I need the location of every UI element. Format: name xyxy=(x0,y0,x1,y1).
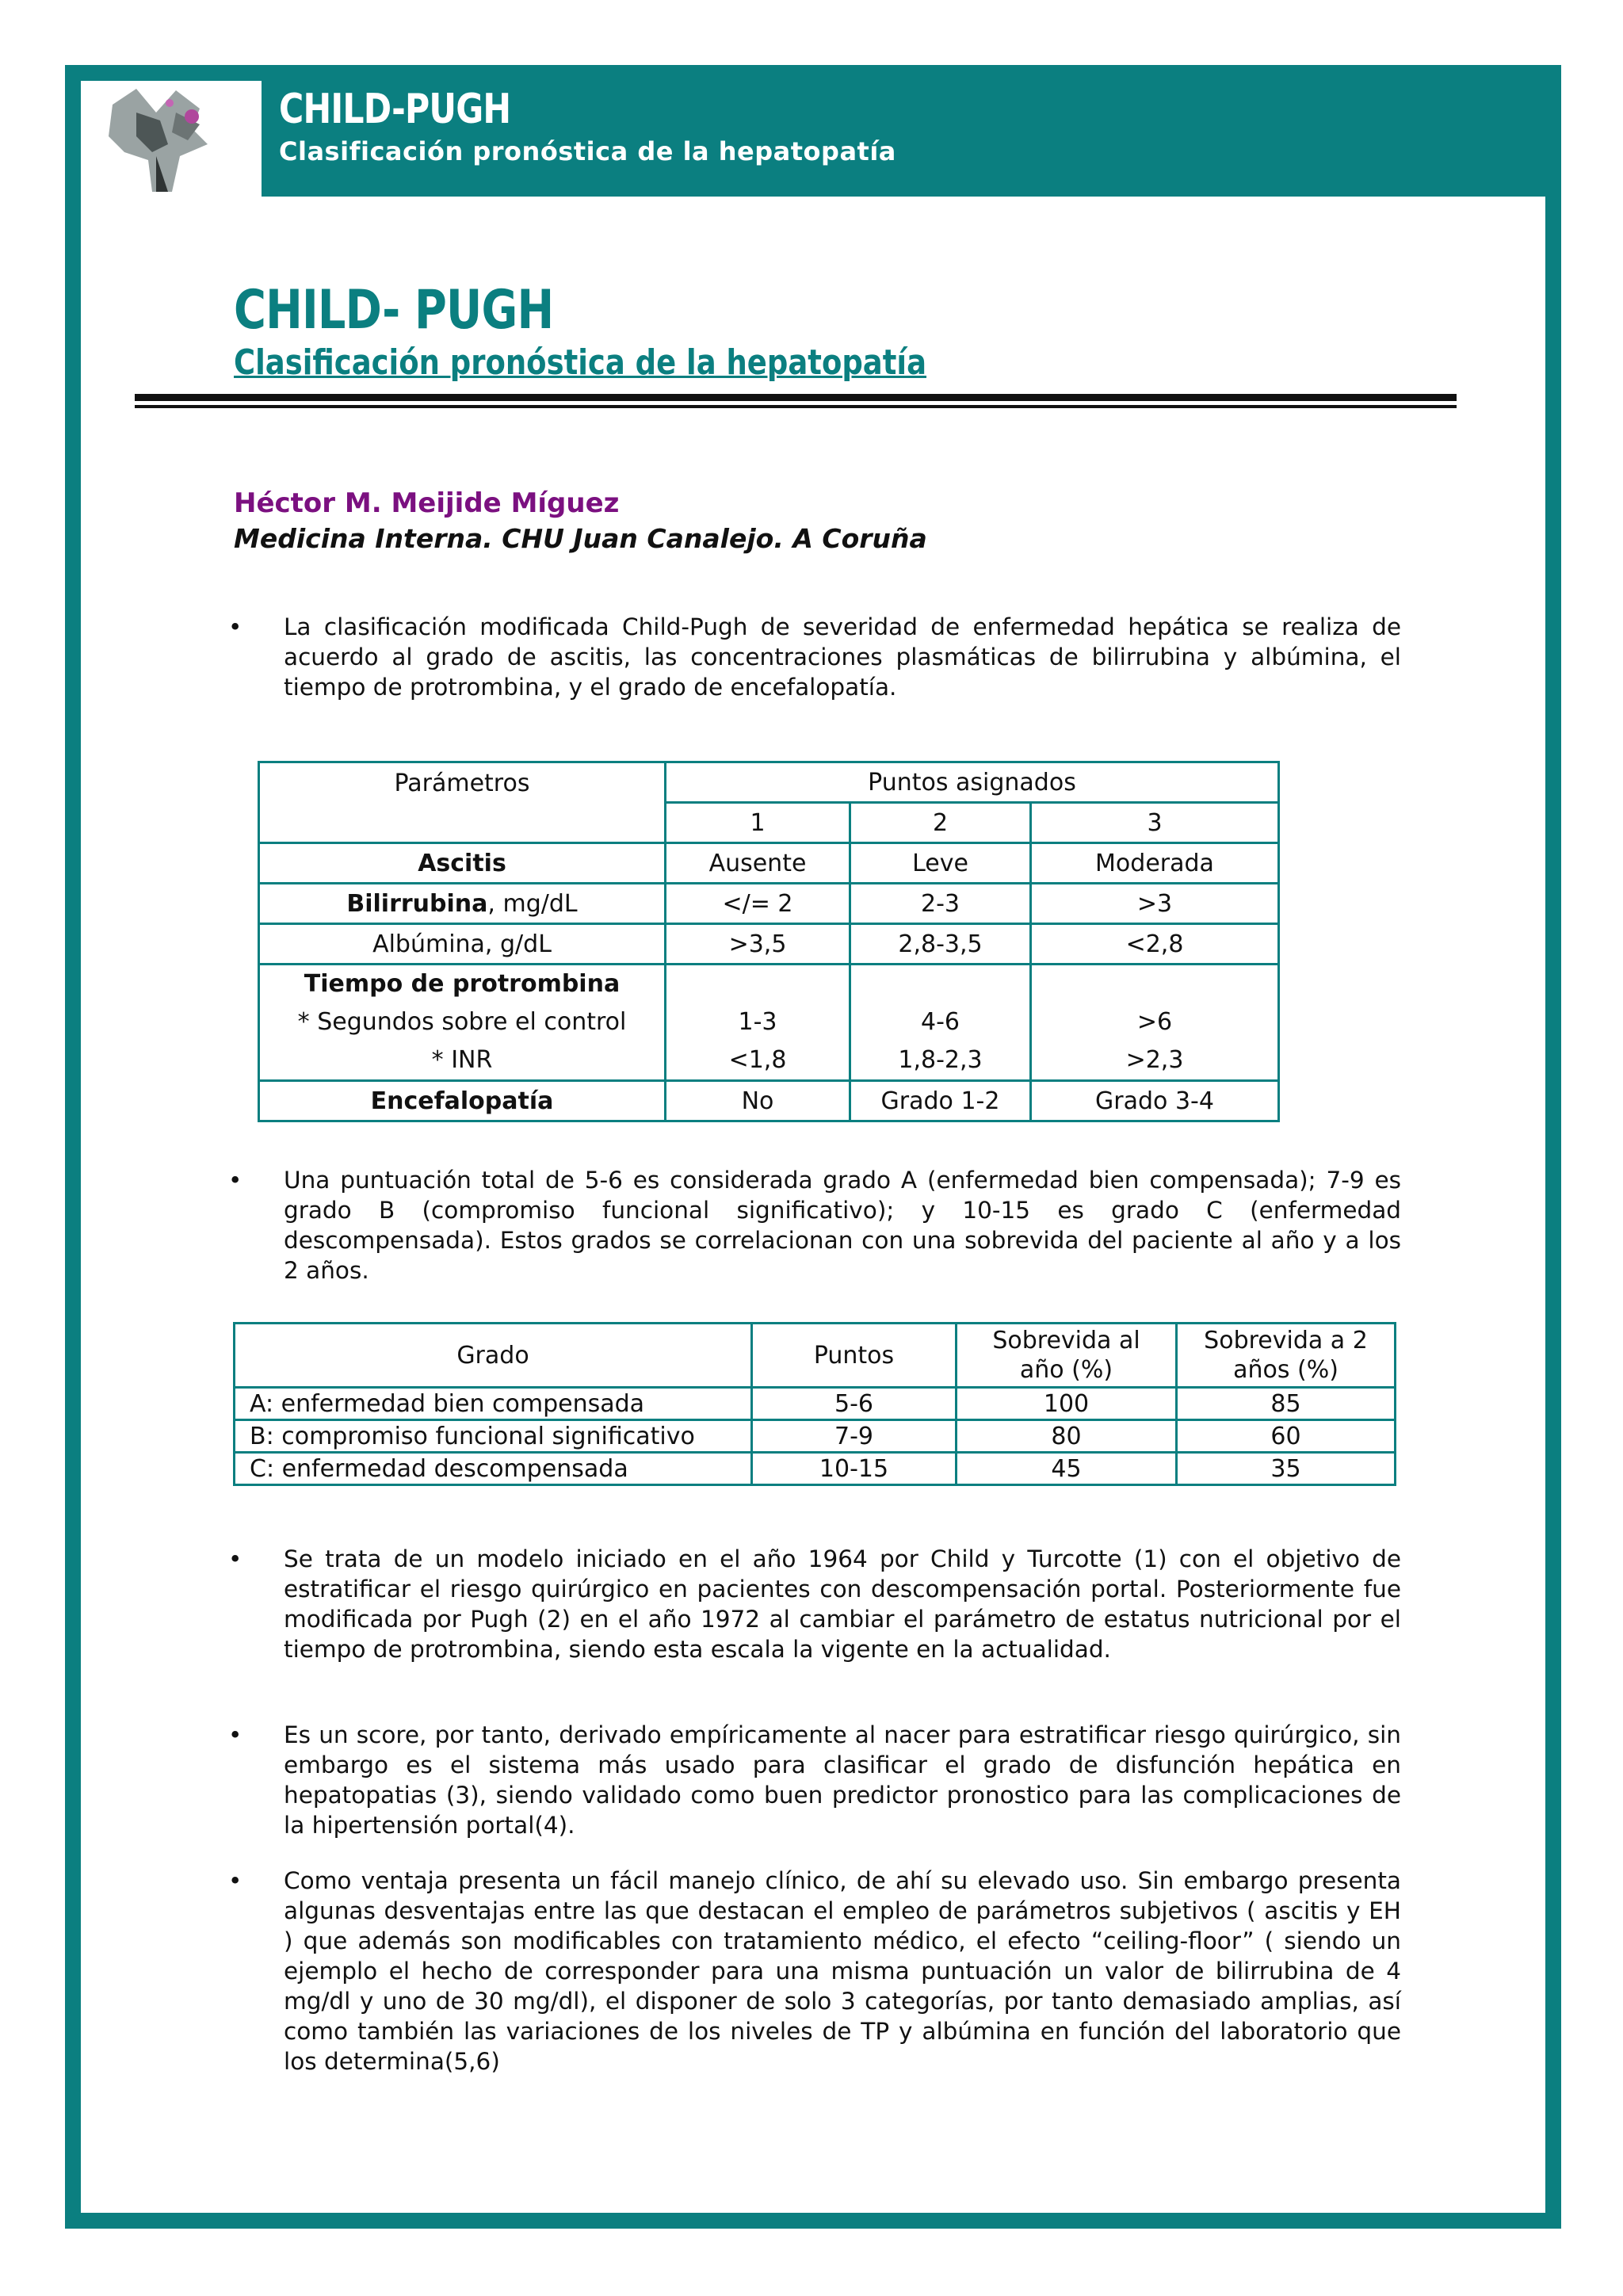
bullet-marker: • xyxy=(228,1867,242,1894)
paragraph-text: Se trata de un modelo iniciado en el año 1964 por Child y Turcotte (1) con el objetivo de estratificar el riesgo quirúrgico en pacientes con descompensación portal. Posteriormente fue modificada por Pugh (2) en el año 1972 al cambiar el parámetro de estatus nutricional por el tiempo de protrombina, siendo esta escala la vigente en la actualidad. xyxy=(284,1545,1401,1663)
paragraph-5 xyxy=(228,1866,1401,2076)
paragraph-text: Como ventaja presenta un fácil manejo clínico, de ahí su elevado uso. Sin embargo presenta algunas desventajas entre las que destacan el empleo de parámetros subjetivos ( ascitis y EH ) que además son modificables con tratamiento médico, el efecto “ceiling-floor” ( siendo un ejemplo el hecho de corresponder para una misma puntuación un valor de bilirrubina de 4 mg/dl y uno de 30 mg/dl), el disponer de solo 3 categorías, por tanto demasiado amplias, así como también las variaciones de los niveles de TP y albúmina en función del laboratorio que los determina(5,6) xyxy=(284,1867,1401,2075)
header-line: año (%) xyxy=(1019,1356,1113,1384)
cell-sobrevida-2: 35 xyxy=(1177,1453,1396,1485)
cell: Grado 3-4 xyxy=(1031,1081,1279,1121)
cell: 1,8-2,3 xyxy=(898,1046,983,1074)
cell: >3 xyxy=(1031,884,1279,924)
row-label: Encefalopatía xyxy=(259,1081,666,1121)
header-point-1: 1 xyxy=(666,803,850,843)
cell: </= 2 xyxy=(666,884,850,924)
header-point-3: 3 xyxy=(1031,803,1279,843)
cell: >3,5 xyxy=(666,924,850,965)
header-line: Sobrevida al xyxy=(992,1327,1140,1354)
cell-sobrevida-1: 100 xyxy=(957,1388,1177,1420)
table-row xyxy=(259,924,1279,965)
child-pugh-points-table xyxy=(258,761,1280,1122)
row-label-bold: Bilirrubina xyxy=(346,889,488,918)
table-row xyxy=(259,884,1279,924)
row-label xyxy=(259,884,666,924)
cell: >2,3 xyxy=(1125,1046,1184,1074)
row-label: Albúmina, g/dL xyxy=(259,924,666,965)
paragraph-text: La clasificación modificada Child-Pugh de severidad de enfermedad hepática se realiza de acuerdo al grado de ascitis, las concentraciones plasmáticas de bilirrubina y albúmina, el tiempo de protrombina, y el grado de encefalopatía. xyxy=(284,613,1401,701)
cell: 1-3 xyxy=(738,1008,777,1036)
author-name: Héctor M. Meijide Míguez xyxy=(234,487,620,519)
cell-puntos: 10-15 xyxy=(752,1453,957,1485)
row-label: Ascitis xyxy=(259,843,666,884)
cell: 4-6 xyxy=(921,1008,960,1036)
header-subtitle: Clasificación pronóstica de la hepatopatía xyxy=(279,136,896,166)
table-row xyxy=(235,1453,1396,1485)
title-rule-thick xyxy=(135,394,1457,401)
row-label-unit: , mg/dL xyxy=(487,889,578,918)
header-puntos-asignados: Puntos asignados xyxy=(666,762,1279,803)
row-label-group xyxy=(259,965,666,1081)
header-title: CHILD-PUGH xyxy=(279,86,511,133)
cell-group xyxy=(850,965,1031,1081)
cell: <1,8 xyxy=(728,1046,787,1074)
header-grado: Grado xyxy=(235,1324,752,1388)
table-row xyxy=(235,1388,1396,1420)
paragraph-1 xyxy=(228,612,1401,702)
bullet-marker: • xyxy=(228,1721,242,1748)
author-affiliation: Medicina Interna. CHU Juan Canalejo. A Coruña xyxy=(234,523,927,554)
row-sublabel: * Segundos sobre el control xyxy=(297,1008,627,1036)
paragraph-4 xyxy=(228,1720,1401,1840)
cell: Grado 1-2 xyxy=(850,1081,1031,1121)
header-sobrevida-2 xyxy=(1177,1324,1396,1388)
table-row xyxy=(235,1420,1396,1453)
grade-survival-table xyxy=(233,1322,1396,1486)
cell-group xyxy=(1031,965,1279,1081)
cell-sobrevida-1: 80 xyxy=(957,1420,1177,1453)
cell: Leve xyxy=(850,843,1031,884)
cell: 2-3 xyxy=(850,884,1031,924)
table-row xyxy=(259,965,1279,1081)
cell-grado: A: enfermedad bien compensada xyxy=(235,1388,752,1420)
header-puntos: Puntos xyxy=(752,1324,957,1388)
cell-sobrevida-2: 60 xyxy=(1177,1420,1396,1453)
table-row xyxy=(259,1081,1279,1121)
liver-illustration-icon xyxy=(81,81,262,197)
cell-sobrevida-1: 45 xyxy=(957,1453,1177,1485)
paragraph-2 xyxy=(228,1165,1401,1286)
cell-puntos: 5-6 xyxy=(752,1388,957,1420)
row-label: Tiempo de protrombina xyxy=(304,970,621,998)
header-point-2: 2 xyxy=(850,803,1031,843)
cell-grado: B: compromiso funcional significativo xyxy=(235,1420,752,1453)
paragraph-text: Una puntuación total de 5-6 es considerada grado A (enfermedad bien compensada); 7-9 es grado B (compromiso funcional significativo); y 10-15 es grado C (enfermedad descompensada). Estos grados se correlacionan con una sobrevida del paciente al año y a los 2 años. xyxy=(284,1167,1401,1284)
bullet-marker: • xyxy=(228,1167,242,1194)
table-row xyxy=(259,843,1279,884)
cell-grado: C: enfermedad descompensada xyxy=(235,1453,752,1485)
paragraph-text: Es un score, por tanto, derivado empíricamente al nacer para estratificar riesgo quirúrgico, sin embargo es el sistema más usado para clasificar el grado de disfunción hepática en hepatopatias (3), siendo validado como buen predictor pronostico para las complicaciones de la hipertensión portal(4). xyxy=(284,1721,1401,1839)
cell: <2,8 xyxy=(1031,924,1279,965)
row-sublabel: * INR xyxy=(431,1046,493,1074)
header-line: años (%) xyxy=(1233,1356,1338,1384)
cell: No xyxy=(666,1081,850,1121)
cell-group xyxy=(666,965,850,1081)
cell-sobrevida-2: 85 xyxy=(1177,1388,1396,1420)
cell: >6 xyxy=(1136,1008,1173,1036)
paragraph-3 xyxy=(228,1544,1401,1664)
cell-puntos: 7-9 xyxy=(752,1420,957,1453)
cell: 2,8-3,5 xyxy=(850,924,1031,965)
document-title: CHILD- PUGH xyxy=(234,279,554,342)
title-rule-thin xyxy=(135,405,1457,408)
header-sobrevida-1 xyxy=(957,1324,1177,1388)
bullet-marker: • xyxy=(228,1545,242,1572)
cell: Ausente xyxy=(666,843,850,884)
logo xyxy=(81,81,262,197)
bullet-marker: • xyxy=(228,613,242,640)
header-parametros: Parámetros xyxy=(259,762,666,843)
header-line: Sobrevida a 2 xyxy=(1204,1327,1368,1354)
cell: Moderada xyxy=(1031,843,1279,884)
document-subtitle: Clasificación pronóstica de la hepatopatía xyxy=(234,342,927,383)
